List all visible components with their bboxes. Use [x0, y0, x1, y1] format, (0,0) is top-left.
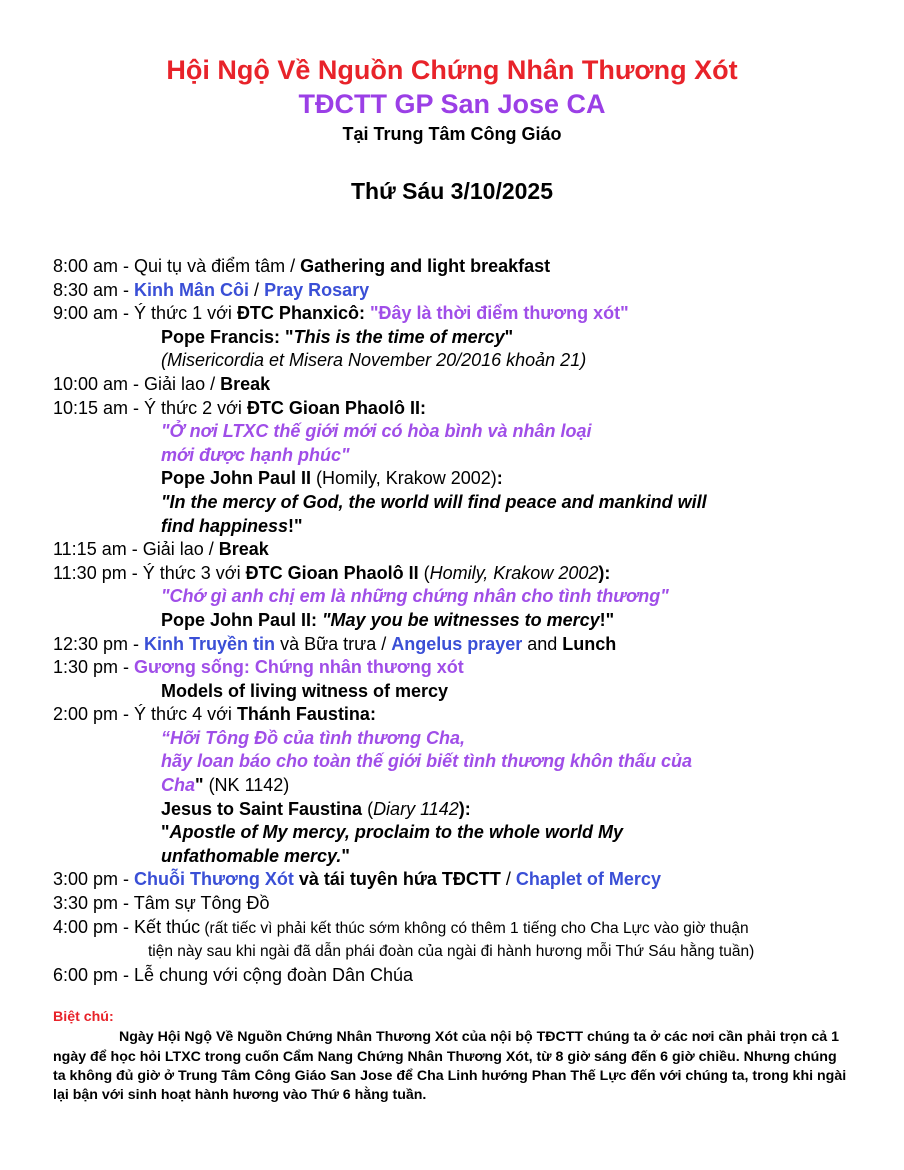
citation: Diary 1142 [373, 798, 459, 819]
paren-open: ( [362, 798, 374, 819]
schedule-item-1000 [53, 373, 873, 397]
activity-en: Pray Rosary [264, 279, 370, 300]
time: 10:00 am - [53, 373, 145, 394]
activity-en: Break [218, 539, 269, 560]
speaker: ĐTC Phanxicô: [236, 303, 370, 324]
schedule-item-1330 [53, 656, 873, 680]
time: 12:30 pm - [53, 633, 145, 654]
schedule-item-1530 [53, 892, 873, 916]
activity-vi: Giải lao / [144, 373, 221, 394]
activity-vi: Kết thúc [134, 916, 201, 937]
schedule-item-1600 [53, 916, 873, 941]
time: 4:00 pm - [53, 916, 135, 937]
quote-en: unfathomable mercy. [161, 845, 342, 866]
quote-close: " [504, 326, 514, 347]
citation-line: (Misericordia et Misera November 20/2016 khoản 21) [161, 350, 587, 371]
activity-vi: Ý thức 1 với [134, 303, 237, 324]
quote-vi-line-2: hãy loan báo cho toàn thế giới biết tình thương khôn thấu của [161, 751, 693, 772]
quote-en-line-2 [53, 515, 873, 539]
activity-en: Gathering and light breakfast [300, 256, 551, 276]
reference: (NK 1142) [203, 775, 290, 796]
activity-vi: Qui tụ và điểm tâm / [134, 256, 301, 276]
quote-close: " [341, 845, 350, 866]
quote-vi: "Đây là thời điểm thương xót" [369, 303, 629, 324]
activity-en: Lunch [562, 633, 617, 654]
event-date: Thứ Sáu 3/10/2025 [350, 178, 554, 204]
quote-en-line-2 [53, 845, 873, 869]
time: 8:00 am - [53, 256, 135, 276]
schedule-item-1015 [53, 397, 873, 421]
speaker-line [53, 467, 873, 491]
speaker-line [53, 798, 873, 822]
time: 11:30 pm - [53, 562, 143, 583]
speaker: ĐTC Gioan Phaolô II: [246, 397, 426, 418]
activity-vi: Ý thức 3 với [142, 562, 246, 583]
speaker: Thánh Faustina: [236, 704, 376, 725]
activity-vi: Ý thức 2 với [144, 397, 247, 418]
activity-vi: Kinh Truyền tin [144, 633, 276, 654]
schedule-item-1800 [53, 964, 873, 988]
quote-vi-line-1: "Ở nơi LTXC thế giới mới có hòa bình và nhân loại [161, 421, 592, 442]
time: 6:00 pm - [53, 964, 135, 985]
colon: : [496, 468, 503, 489]
activity-vi: Lễ chung với cộng đoàn Dân Chúa [134, 964, 414, 985]
note-body: Ngày Hội Ngộ Về Nguồn Chứng Nhân Thương Xót của nội bộ TĐCTT chúng ta ở các nơi cần phải trọn cả 1 ngày để học hỏi LTXC trong cuốn Cẩm Nang Chứng Nhân Thương Xót, từ 8 giờ sáng đến 6 giờ chiều. Nhưng chúng ta không đủ giờ ở Trung Tâm Công Giáo San Jose để Cha Linh hướng Phan Thế Lực đến với chúng ta, trong khi ngài lại bận với sinh hoạt hành hương vào Thứ 6 hằng tuần. [53, 1029, 847, 1104]
remark-line-2: tiện này sau khi ngài đã dẫn phái đoàn của ngài đi hành hương mỗi Thứ Sáu hằng tuần) [148, 943, 755, 961]
schedule-item-1130 [53, 562, 873, 586]
quote-en-line [53, 326, 873, 350]
remark: (rất tiếc vì phải kết thúc sớm không có thêm 1 tiếng cho Cha Lực vào giờ thuận [200, 919, 749, 937]
speaker: ĐTC Gioan Phaolô II [245, 562, 419, 583]
quote-vi-line-3 [53, 774, 873, 798]
paren-close: ): [598, 562, 611, 583]
quote-vi: Cha [161, 775, 196, 796]
quote-en-line [53, 609, 873, 633]
time: 10:15 am - [53, 397, 145, 418]
citation: Homily, Krakow 2002 [429, 562, 599, 583]
schedule-item-1230 [53, 633, 873, 657]
schedule-item-0800 [53, 255, 873, 279]
schedule [53, 255, 873, 987]
paren-open: ( [418, 562, 430, 583]
special-note [53, 1008, 853, 1105]
separator: / [249, 279, 265, 300]
separator: / [500, 869, 516, 890]
schedule-item-1115 [53, 538, 873, 562]
speaker-en: Pope Francis: " [161, 326, 294, 347]
activity-vi: Kinh Mân Côi [134, 279, 250, 300]
paren-close: ): [458, 798, 471, 819]
speaker-en: Pope John Paul II: [161, 609, 323, 630]
activity-vi: Ý thức 4 với [134, 704, 237, 725]
activity-en: Chaplet of Mercy [515, 869, 661, 890]
activity-vi: Chuỗi Thương Xót [134, 869, 294, 890]
quote-en-line-1: "In the mercy of God, the world will find peace and mankind will [161, 491, 707, 512]
speaker-en: Jesus to Saint Faustina [161, 798, 363, 819]
quote-en-line-1 [53, 821, 873, 845]
activity-vi: Giải lao / [142, 539, 219, 560]
activity-vi: Tâm sự Tông Đồ [133, 893, 270, 914]
time: 3:00 pm - [53, 869, 135, 890]
connector: and [522, 633, 563, 654]
time: 2:00 pm - [53, 704, 135, 725]
schedule-item-1400 [53, 703, 873, 727]
note-title: Biệt chú: [53, 1009, 114, 1025]
quote-en: Apostle of My mercy, proclaim to the whole world My [169, 822, 623, 843]
schedule-item-0900 [53, 302, 873, 326]
schedule-item-1500 [53, 868, 873, 892]
quote-en: This is the time of mercy [293, 326, 505, 347]
activity-vi-extra: và tái tuyên hứa TĐCTT [293, 869, 501, 890]
time: 3:30 pm - [53, 893, 134, 914]
page-title: Hội Ngộ Về Nguồn Chứng Nhân Thương Xót [166, 55, 738, 85]
speaker-en: Pope John Paul II [161, 468, 312, 489]
quote-close: !" [599, 609, 615, 630]
quote-open: " [161, 822, 170, 843]
quote-close: " [195, 775, 204, 796]
connector: và Bữa trưa / [275, 633, 392, 654]
quote-vi-line: "Chớ gì anh chị em là những chứng nhân cho tình thương" [161, 586, 669, 607]
activity-en: Angelus prayer [391, 633, 523, 654]
quote-en: find happiness [161, 515, 289, 536]
time: 11:15 am - [53, 539, 143, 560]
citation: (Homily, Krakow 2002) [311, 468, 497, 489]
activity-vi: Gương sống: Chứng nhân thương xót [134, 657, 464, 678]
schedule-item-0830 [53, 279, 873, 303]
activity-en-line: Models of living witness of mercy [161, 680, 449, 701]
venue-subtitle: Tại Trung Tâm Công Giáo [342, 124, 562, 144]
time: 1:30 pm - [53, 657, 135, 678]
activity-en: Break [220, 373, 271, 394]
quote-vi-line-1: “Hỡi Tông Đồ của tình thương Cha, [161, 727, 465, 748]
quote-vi-line-2: mới được hạnh phúc" [161, 444, 350, 465]
quote-close: !" [288, 515, 303, 536]
time: 9:00 am - [53, 303, 135, 324]
organization-title: TĐCTT GP San Jose CA [298, 89, 606, 119]
time: 8:30 am - [53, 279, 135, 300]
quote-en: "May you be witnesses to mercy [322, 609, 600, 630]
